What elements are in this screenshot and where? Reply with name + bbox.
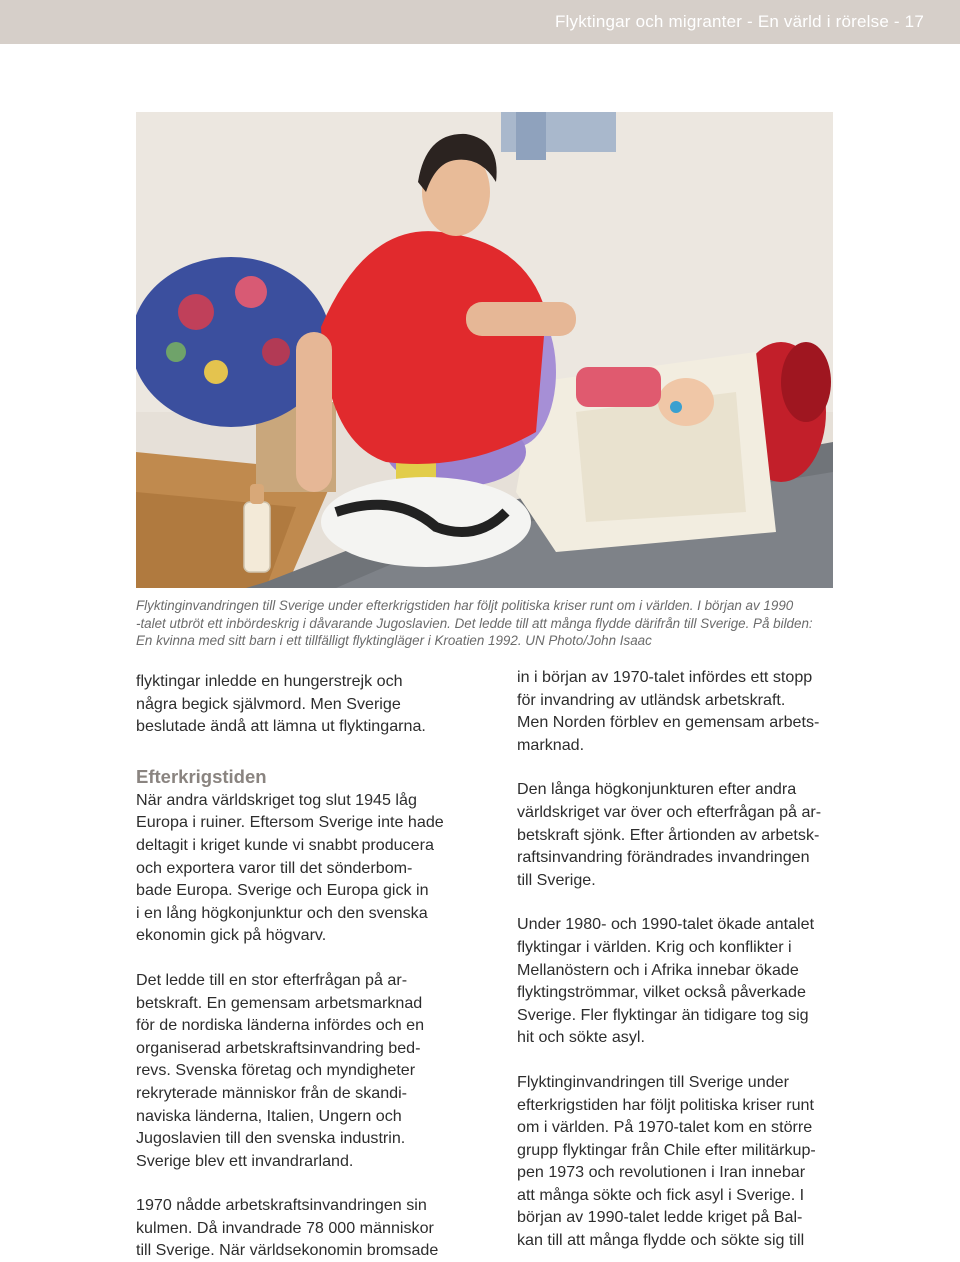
page-header-title: Flyktingar och migranter - En värld i rörelse - 17 bbox=[554, 12, 924, 31]
text-line: Jugoslavien till den svenska industrin. bbox=[136, 1129, 406, 1148]
text-line: marknad. bbox=[517, 735, 585, 754]
text-line: Det ledde till en stor efterfrågan på ar- bbox=[136, 970, 408, 989]
text-line: in i början av 1970-talet infördes ett stopp bbox=[517, 668, 813, 686]
text-line: organiserad arbetskraftsinvandring bed- bbox=[136, 1038, 421, 1057]
text-line: kan till att många flydde och sökte sig till bbox=[517, 1231, 805, 1250]
paragraph bbox=[136, 1194, 476, 1262]
text-line: flyktingar i världen. Krig och konflikter i bbox=[517, 937, 792, 956]
text-line: revs. Svenska företag och myndigheter bbox=[136, 1061, 416, 1080]
text-line: deltagit i kriget kunde vi snabbt producera bbox=[136, 835, 434, 854]
paragraph bbox=[136, 670, 476, 738]
text-line: Sverige. Fler flyktingar än tidigare tog sig bbox=[517, 1005, 809, 1024]
caption-line: En kvinna med sitt barn i ett tillfälligt flyktingläger i Kroatien 1992. UN Photo/John Isaac bbox=[136, 633, 652, 648]
caption-line: Flyktinginvandringen till Sverige under efterkrigstiden har följt politiska kriser runt om i världen. I början av 1990 bbox=[136, 598, 794, 613]
section-heading: Efterkrigstiden bbox=[136, 765, 267, 787]
text-line: rekryterade människor från de skandi- bbox=[136, 1083, 408, 1102]
text-line: betskraft sjönk. Efter årtionden av arbetsk- bbox=[517, 825, 820, 844]
text-line: om i världen. På 1970-talet kom en större bbox=[517, 1118, 813, 1137]
text-line: 1970 nådde arbetskraftsinvandringen sin bbox=[136, 1196, 427, 1215]
photo-illustration bbox=[136, 112, 833, 588]
text-line: Sverige blev ett invandrarland. bbox=[136, 1151, 354, 1170]
text-line: början av 1990-talet ledde kriget på Bal- bbox=[517, 1208, 803, 1227]
text-line: och exportera varor till det sönderbom- bbox=[136, 858, 413, 877]
text-line: ekonomin gick på högvarv. bbox=[136, 926, 327, 945]
paragraph bbox=[517, 666, 847, 756]
page-header bbox=[0, 0, 960, 44]
text-line: Men Norden förblev en gemensam arbets- bbox=[517, 713, 820, 732]
text-line: Under 1980- och 1990-talet ökade antalet bbox=[517, 915, 815, 934]
text-line: för de nordiska länderna infördes och en bbox=[136, 1016, 425, 1035]
text-line: för invandring av utländsk arbetskraft. bbox=[517, 690, 786, 709]
left-column bbox=[136, 670, 476, 1262]
text-line: efterkrigstiden har följt politiska kriser runt bbox=[517, 1095, 814, 1114]
text-line: några begick självmord. Men Sverige bbox=[136, 694, 401, 713]
text-line: flyktingar inledde en hungerstrejk och bbox=[136, 672, 403, 690]
text-line: grupp flyktingar från Chile efter militärkup- bbox=[517, 1140, 816, 1159]
caption-line: -talet utbröt ett inbördeskrig i dåvarande Jugoslavien. Det ledde till att många flydde därifrån till Sverige. På bilden: bbox=[136, 615, 813, 631]
text-line: flyktingströmmar, vilket också påverkade bbox=[517, 983, 806, 1002]
text-line: betskraft. En gemensam arbetsmarknad bbox=[136, 993, 423, 1012]
text-line: världskriget var över och efterfrågan på ar- bbox=[517, 802, 822, 821]
text-line: kulmen. Då invandrade 78 000 människor bbox=[136, 1218, 434, 1237]
text-line: Flyktinginvandringen till Sverige under bbox=[517, 1072, 789, 1091]
paragraph bbox=[517, 913, 847, 1049]
text-line: pen 1973 och revolutionen i Iran innebar bbox=[517, 1163, 806, 1182]
text-line: bade Europa. Sverige och Europa gick in bbox=[136, 881, 429, 900]
text-line: till Sverige. När världsekonomin bromsade bbox=[136, 1241, 439, 1260]
paragraph bbox=[517, 778, 847, 891]
text-line: Den långa högkonjunkturen efter andra bbox=[517, 780, 797, 799]
photo-caption bbox=[136, 597, 846, 650]
paragraph bbox=[517, 1071, 847, 1252]
paragraph bbox=[136, 969, 476, 1172]
photo bbox=[136, 112, 833, 588]
text-line: Europa i ruiner. Eftersom Sverige inte hade bbox=[136, 813, 444, 832]
text-line: naviska länderna, Italien, Ungern och bbox=[136, 1106, 402, 1125]
text-line: Mellanöstern och i Afrika innebar ökade bbox=[517, 960, 799, 979]
paragraph bbox=[136, 789, 476, 947]
text-line: När andra världskriget tog slut 1945 låg bbox=[136, 790, 417, 809]
text-line: raftsinvandring förändrades invandringen bbox=[517, 848, 810, 867]
text-line: till Sverige. bbox=[517, 870, 596, 889]
text-line: att många sökte och fick asyl i Sverige. I bbox=[517, 1185, 805, 1204]
text-line: i en lång högkonjunktur och den svenska bbox=[136, 903, 428, 922]
right-column bbox=[517, 666, 847, 1252]
text-line: hit och sökte asyl. bbox=[517, 1028, 645, 1047]
text-line: beslutade ändå att lämna ut flyktingarna. bbox=[136, 717, 426, 736]
